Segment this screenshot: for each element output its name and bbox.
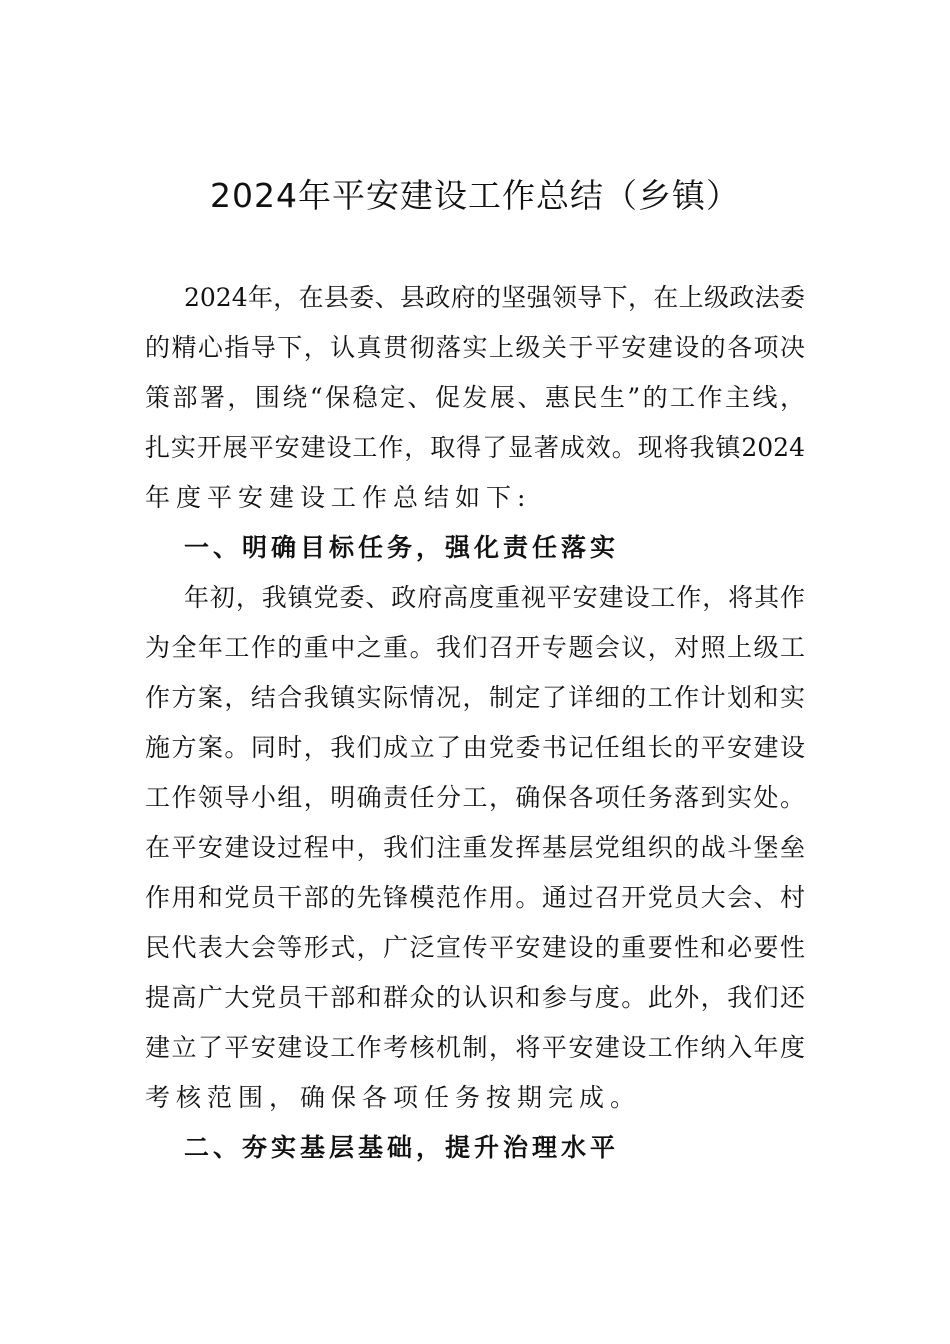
paragraph-line: 为全年工作的重中之重。我们召开专题会议，对照上级工 xyxy=(145,633,805,662)
section-heading: 二、夯实基层基础，提升治理水平 xyxy=(184,1133,620,1162)
paragraph-line: 作方案，结合我镇实际情况，制定了详细的工作计划和实 xyxy=(145,683,805,712)
paragraph-line: 策部署，围绕“保稳定、促发展、惠民生”的工作主线， xyxy=(145,383,805,412)
paragraph-line: 在平安建设过程中，我们注重发挥基层党组织的战斗堡垒 xyxy=(145,833,805,862)
paragraph-line: 民代表大会等形式，广泛宣传平安建设的重要性和必要性 xyxy=(145,933,805,962)
paragraph-line: 作用和党员干部的先锋模范作用。通过召开党员大会、村 xyxy=(145,883,805,912)
paragraph-line: 的精心指导下，认真贯彻落实上级关于平安建设的各项决 xyxy=(145,333,805,362)
section-heading: 一、明确目标任务，强化责任落实 xyxy=(184,533,620,562)
paragraph-line: 考核范围，确保各项任务按期完成。 xyxy=(145,1083,642,1112)
paragraph-line: 扎实开展平安建设工作，取得了显著成效。现将我镇2024 xyxy=(145,433,805,462)
paragraph-line: 建立了平安建设工作考核机制，将平安建设工作纳入年度 xyxy=(145,1033,805,1062)
document-title: 2024年平安建设工作总结（乡镇） xyxy=(210,176,740,215)
paragraph-line: 2024年，在县委、县政府的坚强领导下，在上级政法委 xyxy=(184,283,805,312)
paragraph-line: 年初，我镇党委、政府高度重视平安建设工作，将其作 xyxy=(184,583,805,612)
paragraph-line: 工作领导小组，明确责任分工，确保各项任务落到实处。 xyxy=(145,783,805,812)
paragraph-line: 年度平安建设工作总结如下: xyxy=(145,483,532,512)
paragraph-line: 施方案。同时，我们成立了由党委书记任组长的平安建设 xyxy=(145,733,805,762)
paragraph-line: 提高广大党员干部和群众的认识和参与度。此外，我们还 xyxy=(145,983,805,1012)
